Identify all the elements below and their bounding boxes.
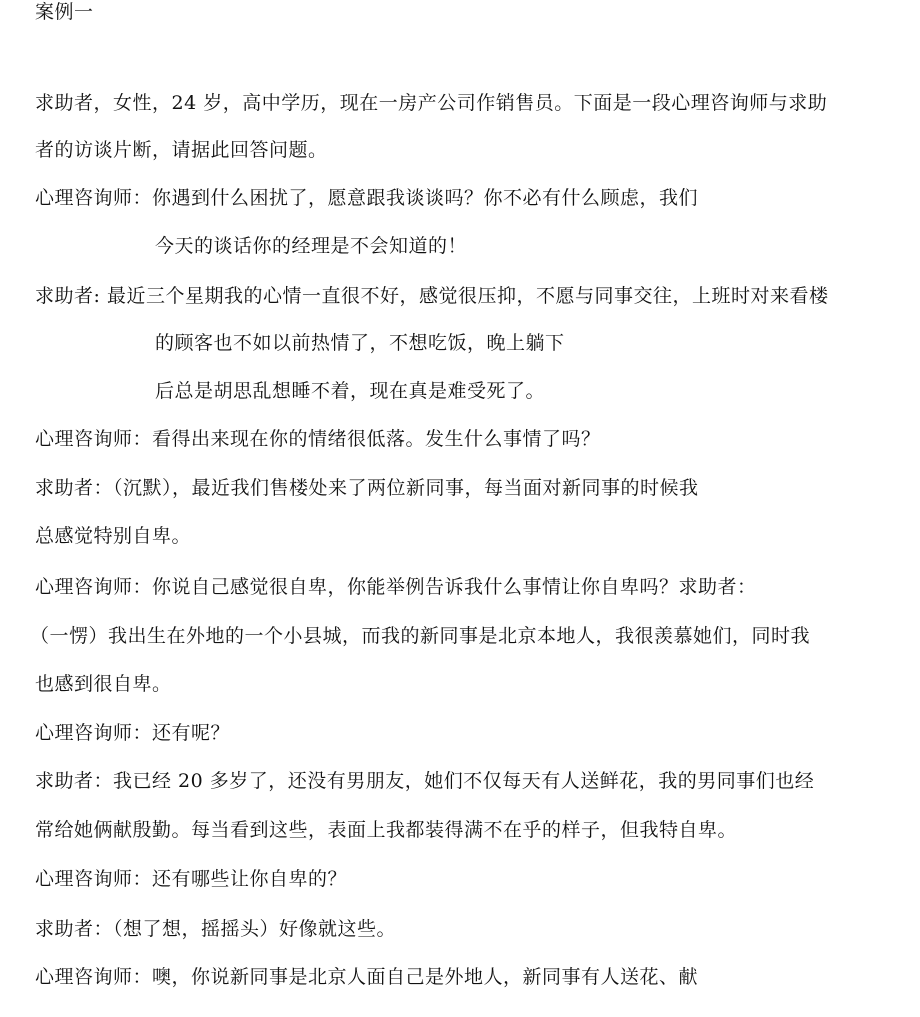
text-line: 后总是胡思乱想睡不着，现在真是难受死了。 (155, 380, 546, 402)
text-line: 心理咨询师：你遇到什么困扰了，愿意跟我谈谈吗？你不必有什么顾虑，我们 (35, 187, 699, 209)
text-line: 求助者：（想了想，摇摇头）好像就这些。 (35, 918, 397, 940)
text-line: 总感觉特别自卑。 (35, 525, 192, 547)
text-line: 心理咨询师：你说自己感觉很自卑，你能举例告诉我什么事情让你自卑吗？求助者： (35, 576, 757, 598)
text-line: 心理咨询师：还有呢？ (35, 722, 231, 744)
text-line: 求助者：我已经 20 多岁了，还没有男朋友，她们不仅每天有人送鲜花，我的男同事们也经 (35, 770, 815, 792)
text-line: 也感到很自卑。 (35, 673, 172, 695)
text-line: 求助者: 最近三个星期我的心情一直很不好，感觉很压抑，不愿与同事交往，上班时对来看楼 (35, 285, 829, 307)
text-line: （一愣）我出生在外地的一个小县城，而我的新同事是北京本地人，我很羡慕她们，同时我 (30, 625, 811, 647)
text-line: 求助者，女性，24 岁，高中学历，现在一房产公司作销售员。下面是一段心理咨询师与求助 (35, 92, 828, 114)
text-line: 心理咨询师：还有哪些让你自卑的？ (35, 868, 348, 890)
text-line: 今天的谈话你的经理是不会知道的！ (155, 235, 468, 257)
text-line: 常给她俩献殷勤。每当看到这些，表面上我都装得满不在乎的样子，但我特自卑。 (35, 819, 738, 841)
text-line: 心理咨询师：噢，你说新同事是北京人面自己是外地人，新同事有人送花、献 (35, 966, 699, 988)
text-line: 心理咨询师：看得出来现在你的情绪很低落。发生什么事情了吗？ (35, 428, 601, 450)
text-line: 的顾客也不如以前热情了，不想吃饭，晚上躺下 (155, 332, 565, 354)
text-line: 者的访谈片断，请据此回答问题。 (35, 139, 328, 161)
document-title: 案例一 (35, 1, 94, 23)
text-line: 求助者：（沉默），最近我们售楼处来了两位新同事，每当面对新同事的时候我 (35, 477, 699, 499)
